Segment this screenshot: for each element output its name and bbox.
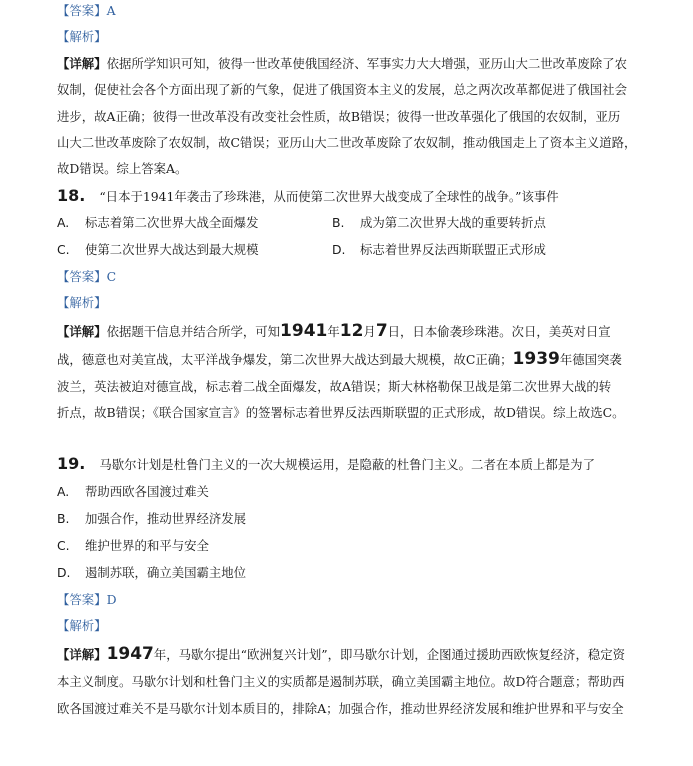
option-letter: D. (57, 565, 71, 580)
detail-text: 年德国突袭 (559, 352, 622, 367)
detail-line-19-2: 本主义制度。马歇尔计划和杜鲁门主义的实质都是遏制苏联，确立美国霸主地位。故D符合题意；帮助西 (57, 674, 625, 689)
detail-text: 依据题干信息并结合所学，可知 (106, 324, 281, 339)
question-19-option-c[interactable] (57, 537, 209, 555)
answer-value: C (106, 269, 117, 284)
option-text: 标志着世界反法西斯联盟正式形成 (360, 242, 546, 257)
detail-line-18-3: 波兰，英法被迫对德宣战，标志着二战全面爆发，故A错误；斯大林格勒保卫战是第二次世界大战的转 (57, 379, 612, 394)
detail-text: 日，日本偷袭珍珠港。次日，美英对日宣 (387, 324, 611, 339)
detail-tag: 【详解】 (57, 324, 107, 339)
answer-tag: 【答案】 (57, 3, 107, 18)
answer-tag: 【答案】 (57, 269, 107, 284)
option-text: 维护世界的和平与安全 (85, 538, 209, 553)
detail-line-19-1 (57, 645, 625, 664)
answer-tag: 【答案】 (57, 592, 107, 607)
option-letter: C. (57, 538, 70, 553)
detail-line-18-4: 折点，故B错误；《联合国家宣言》的签署标志着世界反法西斯联盟的正式形成，故D错误。综上故选C。 (57, 405, 625, 420)
option-text: 遏制苏联，确立美国霸主地位 (85, 565, 247, 580)
year-1939: 1939 (512, 349, 560, 369)
option-text: 成为第二次世界大战的重要转折点 (360, 215, 546, 230)
question-18-stem (57, 187, 559, 206)
option-text: 帮助西欧各国渡过难关 (85, 484, 209, 499)
detail-line-19-3: 欧各国渡过难关不是马歇尔计划本质目的，排除A；加强合作，推动世界经济发展和维护世界和平与安全 (57, 701, 624, 716)
question-18-option-d[interactable] (332, 241, 546, 259)
answer-line-19 (57, 591, 117, 609)
answer-value: D (106, 592, 117, 607)
answer-value: A (106, 3, 116, 18)
question-stem: 马歇尔计划是杜鲁门主义的一次大规模运用，是隐蔽的杜鲁门主义。二者在本质上都是为了 (99, 457, 595, 472)
question-19-option-d[interactable] (57, 564, 246, 582)
question-18-option-c[interactable] (57, 241, 258, 259)
question-number: 18. (57, 186, 86, 205)
detail-text: 年 (327, 324, 340, 339)
option-letter: B. (57, 511, 70, 526)
detail-line-17-4: 山大二世改革废除了农奴制，故C错误；亚历山大二世改革废除了农奴制，推动俄国走上了资本主义道路， (57, 135, 637, 150)
detail-tag: 【详解】 (57, 647, 107, 662)
option-letter: B. (332, 215, 345, 230)
detail-line-18-1 (57, 322, 611, 341)
question-18-option-a[interactable] (57, 214, 258, 232)
answer-line-18 (57, 268, 116, 286)
detail-tag: 【详解】 (57, 56, 107, 71)
question-18-option-b[interactable] (332, 214, 546, 232)
detail-line-17-1 (57, 55, 627, 73)
year-1941: 1941 (280, 321, 328, 341)
option-letter: A. (57, 484, 70, 499)
analysis-tag-18: 【解析】 (57, 295, 107, 310)
detail-line-17-5: 故D错误。综上答案A。 (57, 161, 188, 176)
option-letter: C. (57, 242, 70, 257)
question-stem: “日本于1941年袭击了珍珠港，从而使第二次世界大战变成了全球性的战争。”该事件 (99, 189, 559, 204)
question-19-stem (57, 455, 595, 474)
detail-text: 战，德意也对美宣战，太平洋战争爆发，第二次世界大战达到最大规模，故C正确； (57, 352, 513, 367)
year-1947: 1947 (106, 644, 154, 664)
analysis-tag-19: 【解析】 (57, 618, 107, 633)
question-19-option-a[interactable] (57, 483, 209, 501)
option-letter: D. (332, 242, 346, 257)
option-letter: A. (57, 215, 70, 230)
detail-text: 依据所学知识可知，彼得一世改革使俄国经济、军事实力大大增强，亚历山大二世改革废除了农 (106, 56, 627, 71)
detail-line-17-3: 进步，故A正确；彼得一世改革没有改变社会性质，故B错误；彼得一世改革强化了俄国的农奴制，亚历 (57, 109, 621, 124)
detail-text: 年，马歇尔提出“欧洲复兴计划”，即马歇尔计划，企图通过援助西欧恢复经济，稳定资 (153, 647, 626, 662)
detail-text: 月 (363, 324, 376, 339)
option-text: 加强合作，推动世界经济发展 (85, 511, 247, 526)
detail-line-18-2 (57, 350, 622, 369)
question-number: 19. (57, 454, 86, 473)
question-19-option-b[interactable] (57, 510, 246, 528)
day-7: 7 (375, 321, 388, 341)
detail-line-17-2: 奴制，促使社会各个方面出现了新的气象，促进了俄国资本主义的发展，总之两次改革都促进了俄国社会 (57, 82, 627, 97)
analysis-tag-17: 【解析】 (57, 29, 107, 44)
option-text: 标志着第二次世界大战全面爆发 (85, 215, 259, 230)
answer-line-17 (57, 2, 116, 20)
month-12: 12 (339, 321, 364, 341)
option-text: 使第二次世界大战达到最大规模 (85, 242, 259, 257)
